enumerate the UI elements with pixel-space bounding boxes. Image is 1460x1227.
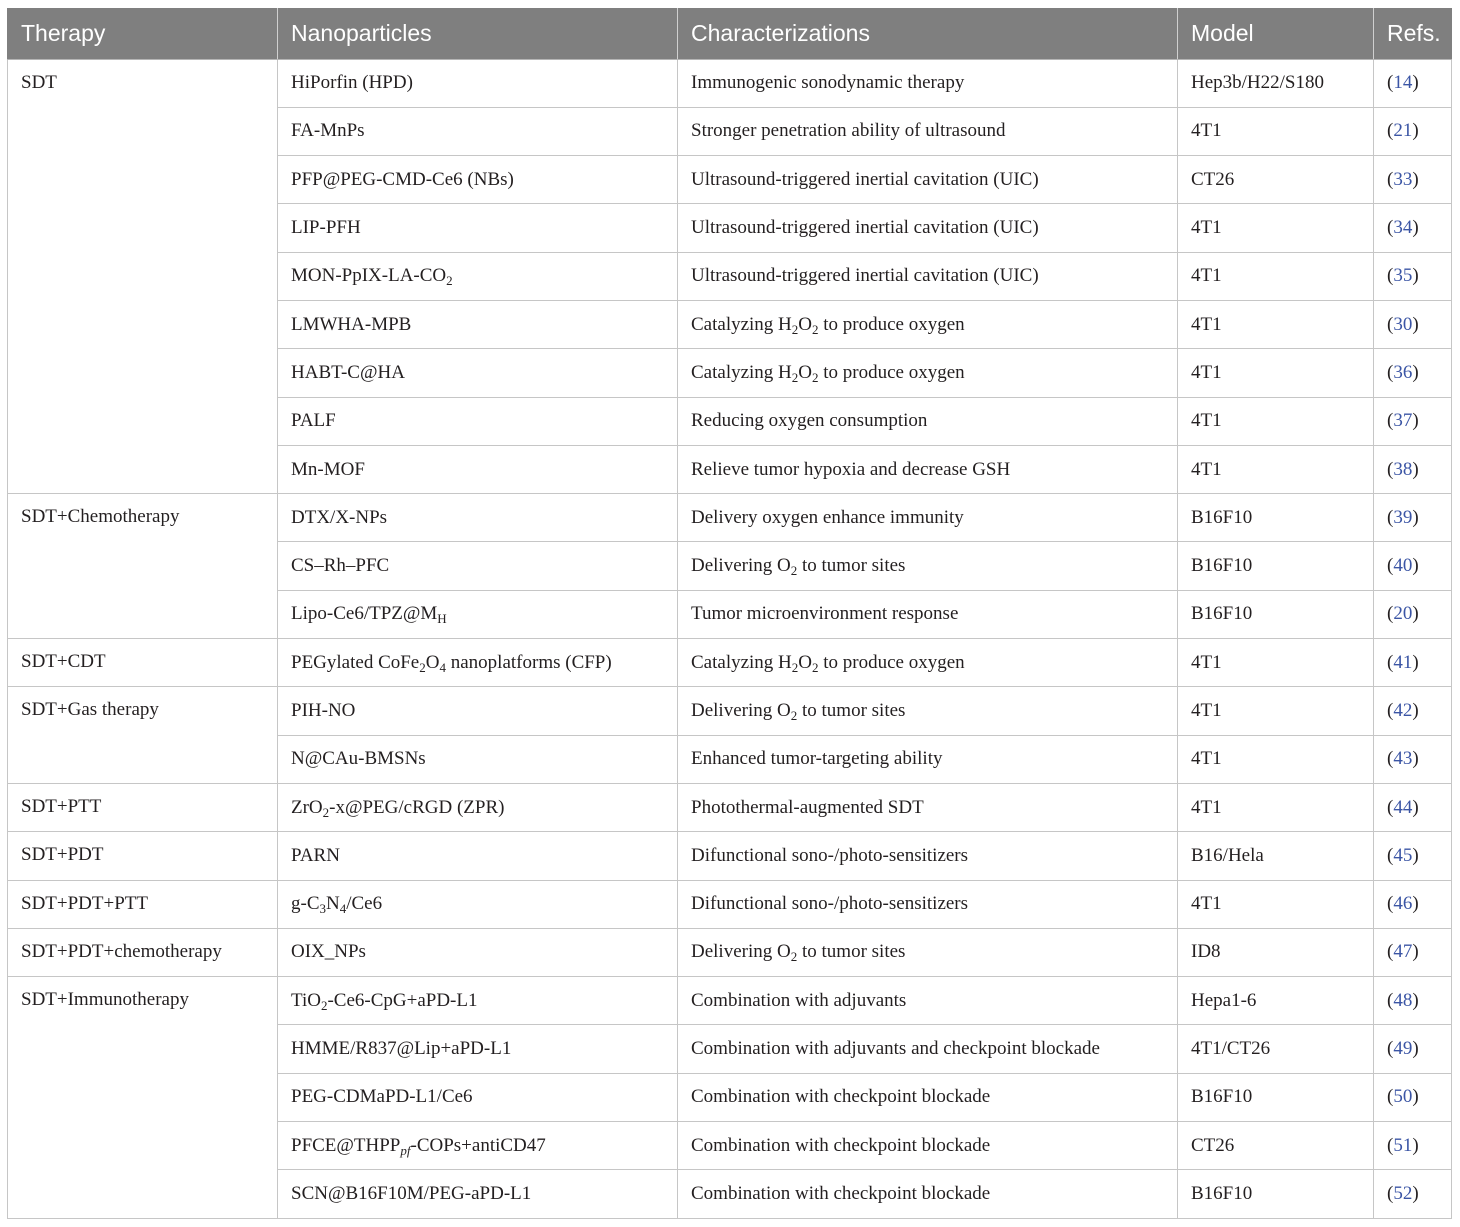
header-nanoparticles: Nanoparticles bbox=[278, 8, 678, 59]
subscript-text: 4 bbox=[339, 901, 347, 917]
characterization-cell bbox=[678, 300, 1178, 348]
cell-text: N@CAu-BMSNs bbox=[291, 748, 426, 770]
characterization-cell bbox=[678, 1122, 1178, 1170]
model-cell: 4T1 bbox=[1178, 639, 1374, 687]
therapy-table bbox=[7, 8, 1452, 1219]
paren-open: ( bbox=[1387, 1038, 1394, 1060]
subscript-text: 2 bbox=[419, 659, 426, 675]
cell-text: Difunctional sono-/photo-sensitizers bbox=[691, 844, 969, 866]
ref-link[interactable]: 41 bbox=[1393, 651, 1413, 673]
ref-cell bbox=[1374, 735, 1452, 783]
table-row bbox=[8, 494, 1452, 542]
paren-open: ( bbox=[1387, 989, 1394, 1011]
ref-cell bbox=[1374, 832, 1452, 880]
ref-link[interactable]: 50 bbox=[1393, 1086, 1413, 1108]
therapy-cell: SDT+PDT+PTT bbox=[8, 880, 278, 928]
cell-text: Combination with adjuvants and checkpoint blockade bbox=[691, 1038, 1100, 1060]
cell-text: Lipo-Ce6/TPZ@M bbox=[291, 603, 438, 625]
cell-text: to produce oxygen bbox=[818, 313, 965, 335]
ref-link[interactable]: 47 bbox=[1393, 941, 1413, 963]
nanoparticle-cell bbox=[278, 397, 678, 445]
cell-text: Tumor microenvironment response bbox=[691, 603, 959, 625]
ref-cell bbox=[1374, 107, 1452, 155]
subscript-text: 2 bbox=[812, 369, 819, 385]
cell-text: -COPs+antiCD47 bbox=[410, 1134, 546, 1156]
ref-link[interactable]: 14 bbox=[1393, 72, 1413, 94]
paren-open: ( bbox=[1387, 361, 1394, 383]
header-refs: Refs. bbox=[1374, 8, 1452, 59]
paren-open: ( bbox=[1387, 941, 1394, 963]
cell-text: HiPorfin (HPD) bbox=[291, 72, 413, 94]
characterization-cell bbox=[678, 783, 1178, 831]
cell-text: O bbox=[798, 651, 813, 673]
nanoparticle-cell bbox=[278, 204, 678, 252]
subscript-text: 2 bbox=[812, 659, 819, 675]
subscript-text: 2 bbox=[790, 563, 798, 579]
subscript-text: 2 bbox=[791, 659, 799, 675]
cell-text: DTX/X-NPs bbox=[291, 506, 388, 528]
therapy-cell: SDT+PDT bbox=[8, 832, 278, 880]
therapy-cell: SDT+PTT bbox=[8, 783, 278, 831]
paren-close: ) bbox=[1412, 1182, 1419, 1204]
cell-text: Immunogenic sonodynamic therapy bbox=[691, 72, 965, 94]
characterization-cell bbox=[678, 735, 1178, 783]
cell-text: Delivering O bbox=[691, 555, 791, 577]
header-characterizations: Characterizations bbox=[678, 8, 1178, 59]
model-cell: B16F10 bbox=[1178, 1073, 1374, 1121]
nanoparticle-cell bbox=[278, 783, 678, 831]
nanoparticle-cell bbox=[278, 639, 678, 687]
ref-cell bbox=[1374, 494, 1452, 542]
nanoparticle-cell bbox=[278, 1122, 678, 1170]
model-cell: 4T1 bbox=[1178, 252, 1374, 300]
therapy-cell: SDT+Gas therapy bbox=[8, 687, 278, 784]
cell-text: O bbox=[798, 361, 813, 383]
cell-text: Combination with checkpoint blockade bbox=[691, 1134, 991, 1156]
paren-close: ) bbox=[1412, 72, 1419, 94]
cell-text: CS–Rh–PFC bbox=[291, 555, 390, 577]
subscript-text: 2 bbox=[791, 321, 799, 337]
paren-close: ) bbox=[1412, 989, 1419, 1011]
paren-close: ) bbox=[1412, 796, 1419, 818]
paren-close: ) bbox=[1412, 1086, 1419, 1108]
ref-cell bbox=[1374, 880, 1452, 928]
cell-text: Ultrasound-triggered inertial cavitation (UIC) bbox=[691, 217, 1039, 239]
paren-open: ( bbox=[1387, 120, 1394, 142]
ref-link[interactable]: 36 bbox=[1393, 361, 1413, 383]
cell-text: ZrO bbox=[291, 796, 323, 818]
ref-link[interactable]: 40 bbox=[1393, 555, 1413, 577]
characterization-cell bbox=[678, 494, 1178, 542]
paren-close: ) bbox=[1412, 217, 1419, 239]
ref-link[interactable]: 45 bbox=[1393, 844, 1413, 866]
paren-open: ( bbox=[1387, 700, 1394, 721]
paren-close: ) bbox=[1412, 1134, 1419, 1156]
cell-text: to produce oxygen bbox=[818, 361, 965, 383]
table-row bbox=[8, 687, 1452, 735]
model-cell: 4T1 bbox=[1178, 300, 1374, 348]
nanoparticle-cell bbox=[278, 349, 678, 397]
characterization-cell bbox=[678, 349, 1178, 397]
header-row bbox=[8, 8, 1452, 59]
characterization-cell bbox=[678, 687, 1178, 735]
cell-text: -x@PEG/cRGD (ZPR) bbox=[329, 796, 505, 818]
cell-text: OIX_NPs bbox=[291, 941, 366, 963]
nanoparticle-cell bbox=[278, 977, 678, 1025]
paren-open: ( bbox=[1387, 555, 1394, 577]
nanoparticle-cell bbox=[278, 832, 678, 880]
cell-text: HMME/R837@Lip+aPD-L1 bbox=[291, 1038, 512, 1060]
nanoparticle-cell bbox=[278, 687, 678, 735]
cell-text: O bbox=[425, 651, 440, 673]
ref-cell bbox=[1374, 687, 1452, 735]
paren-open: ( bbox=[1387, 458, 1394, 480]
header-therapy: Therapy bbox=[8, 8, 278, 59]
cell-text: HABT-C@HA bbox=[291, 361, 405, 383]
table-body bbox=[8, 59, 1452, 1218]
cell-text: FA-MnPs bbox=[291, 120, 365, 142]
ref-link[interactable]: 30 bbox=[1393, 313, 1413, 335]
model-cell: B16F10 bbox=[1178, 590, 1374, 638]
cell-text: /Ce6 bbox=[346, 893, 383, 915]
model-cell: B16F10 bbox=[1178, 494, 1374, 542]
ref-cell bbox=[1374, 639, 1452, 687]
table-row bbox=[8, 783, 1452, 831]
ref-cell bbox=[1374, 397, 1452, 445]
ref-link[interactable]: 43 bbox=[1393, 748, 1413, 770]
ref-cell bbox=[1374, 977, 1452, 1025]
characterization-cell bbox=[678, 1170, 1178, 1218]
paren-close: ) bbox=[1412, 410, 1419, 432]
table-row bbox=[8, 977, 1452, 1025]
paren-open: ( bbox=[1387, 506, 1394, 528]
ref-cell bbox=[1374, 590, 1452, 638]
paren-close: ) bbox=[1412, 941, 1419, 963]
paren-close: ) bbox=[1412, 1038, 1419, 1060]
paren-close: ) bbox=[1412, 893, 1419, 915]
subscript-text: 2 bbox=[790, 708, 798, 723]
ref-cell bbox=[1374, 1025, 1452, 1073]
model-cell: B16F10 bbox=[1178, 1170, 1374, 1218]
characterization-cell bbox=[678, 445, 1178, 493]
subscript-text: 2 bbox=[320, 997, 328, 1013]
subscript-text: 3 bbox=[319, 901, 326, 917]
therapy-cell: SDT+Chemotherapy bbox=[8, 494, 278, 639]
nanoparticle-cell bbox=[278, 735, 678, 783]
paren-close: ) bbox=[1412, 700, 1419, 721]
cell-text: Combination with checkpoint blockade bbox=[691, 1182, 991, 1204]
table-row bbox=[8, 832, 1452, 880]
characterization-cell bbox=[678, 1073, 1178, 1121]
paren-open: ( bbox=[1387, 1134, 1394, 1156]
nanoparticle-cell bbox=[278, 445, 678, 493]
cell-text: Combination with adjuvants bbox=[691, 989, 907, 1011]
ref-link[interactable]: 20 bbox=[1393, 603, 1413, 625]
subscript-text: 2 bbox=[812, 321, 819, 337]
ref-link[interactable]: 38 bbox=[1393, 458, 1413, 480]
ref-link[interactable]: 46 bbox=[1393, 893, 1413, 915]
ref-link[interactable]: 48 bbox=[1393, 989, 1413, 1011]
nanoparticle-cell bbox=[278, 156, 678, 204]
model-cell: 4T1 bbox=[1178, 349, 1374, 397]
characterization-cell bbox=[678, 252, 1178, 300]
paren-close: ) bbox=[1412, 603, 1419, 625]
cell-text: PIH-NO bbox=[291, 700, 356, 721]
therapy-cell: SDT+PDT+chemotherapy bbox=[8, 928, 278, 976]
model-cell: ID8 bbox=[1178, 928, 1374, 976]
nanoparticle-cell bbox=[278, 880, 678, 928]
paren-open: ( bbox=[1387, 748, 1394, 770]
characterization-cell bbox=[678, 542, 1178, 590]
cell-text: Delivering O bbox=[691, 700, 791, 721]
model-cell: 4T1 bbox=[1178, 735, 1374, 783]
cell-text: Delivering O bbox=[691, 941, 791, 963]
paren-open: ( bbox=[1387, 796, 1394, 818]
cell-text: to tumor sites bbox=[797, 700, 906, 721]
cell-text: to tumor sites bbox=[797, 555, 906, 577]
therapy-cell: SDT+CDT bbox=[8, 639, 278, 687]
subscript-text: H bbox=[437, 611, 447, 627]
paren-open: ( bbox=[1387, 1086, 1394, 1108]
table-row bbox=[8, 59, 1452, 107]
paren-open: ( bbox=[1387, 168, 1394, 190]
characterization-cell bbox=[678, 204, 1178, 252]
model-cell: 4T1/CT26 bbox=[1178, 1025, 1374, 1073]
cell-text: Catalyzing H bbox=[691, 313, 792, 335]
model-cell: Hepa1-6 bbox=[1178, 977, 1374, 1025]
nanoparticle-cell bbox=[278, 1073, 678, 1121]
model-cell: 4T1 bbox=[1178, 204, 1374, 252]
paren-open: ( bbox=[1387, 893, 1394, 915]
cell-text: Difunctional sono-/photo-sensitizers bbox=[691, 893, 969, 915]
cell-text: MON-PpIX-LA-CO bbox=[291, 265, 447, 287]
paren-close: ) bbox=[1412, 458, 1419, 480]
nanoparticle-cell bbox=[278, 1170, 678, 1218]
paren-close: ) bbox=[1412, 748, 1419, 770]
paren-close: ) bbox=[1412, 313, 1419, 335]
model-cell: B16/Hela bbox=[1178, 832, 1374, 880]
paren-close: ) bbox=[1412, 361, 1419, 383]
table-row bbox=[8, 639, 1452, 687]
nanoparticle-cell bbox=[278, 542, 678, 590]
subscript-text: pf bbox=[400, 1142, 411, 1158]
paren-close: ) bbox=[1412, 506, 1419, 528]
ref-link[interactable]: 52 bbox=[1393, 1182, 1413, 1204]
therapy-cell: SDT bbox=[8, 59, 278, 494]
nanoparticle-cell bbox=[278, 1025, 678, 1073]
paren-open: ( bbox=[1387, 844, 1394, 866]
nanoparticle-cell bbox=[278, 59, 678, 107]
ref-cell bbox=[1374, 783, 1452, 831]
cell-text: Catalyzing H bbox=[691, 361, 792, 383]
model-cell: 4T1 bbox=[1178, 783, 1374, 831]
characterization-cell bbox=[678, 156, 1178, 204]
cell-text: Ultrasound-triggered inertial cavitation (UIC) bbox=[691, 265, 1039, 287]
table-row bbox=[8, 880, 1452, 928]
model-cell: CT26 bbox=[1178, 1122, 1374, 1170]
model-cell: 4T1 bbox=[1178, 687, 1374, 735]
cell-text: Ultrasound-triggered inertial cavitation (UIC) bbox=[691, 168, 1039, 190]
subscript-text: 2 bbox=[790, 949, 798, 965]
ref-link[interactable]: 49 bbox=[1393, 1038, 1413, 1060]
ref-cell bbox=[1374, 204, 1452, 252]
characterization-cell bbox=[678, 832, 1178, 880]
nanoparticle-cell bbox=[278, 494, 678, 542]
cell-text: TiO bbox=[291, 989, 321, 1011]
therapy-cell: SDT+Immunotherapy bbox=[8, 977, 278, 1218]
cell-text: SCN@B16F10M/PEG-aPD-L1 bbox=[291, 1182, 532, 1204]
cell-text: N bbox=[326, 893, 340, 915]
cell-text: PEG-CDMaPD-L1/Ce6 bbox=[291, 1086, 473, 1108]
cell-text: Catalyzing H bbox=[691, 651, 792, 673]
paren-open: ( bbox=[1387, 603, 1394, 625]
paren-open: ( bbox=[1387, 313, 1394, 335]
model-cell: CT26 bbox=[1178, 156, 1374, 204]
paren-close: ) bbox=[1412, 651, 1419, 673]
paren-close: ) bbox=[1412, 120, 1419, 142]
ref-cell bbox=[1374, 59, 1452, 107]
cell-text: -Ce6-CpG+aPD-L1 bbox=[327, 989, 478, 1011]
subscript-text: 2 bbox=[791, 369, 799, 385]
model-cell: Hep3b/H22/S180 bbox=[1178, 59, 1374, 107]
subscript-text: 2 bbox=[446, 273, 453, 289]
ref-link[interactable]: 44 bbox=[1393, 796, 1413, 818]
cell-text: PALF bbox=[291, 410, 336, 432]
cell-text: to tumor sites bbox=[797, 941, 906, 963]
subscript-text: 4 bbox=[439, 659, 446, 675]
cell-text: PEGylated CoFe bbox=[291, 651, 420, 673]
characterization-cell bbox=[678, 639, 1178, 687]
ref-link[interactable]: 42 bbox=[1393, 700, 1413, 721]
ref-link[interactable]: 33 bbox=[1393, 168, 1413, 190]
paren-open: ( bbox=[1387, 217, 1394, 239]
cell-text: Mn-MOF bbox=[291, 458, 365, 480]
nanoparticle-cell bbox=[278, 928, 678, 976]
ref-link[interactable]: 51 bbox=[1393, 1134, 1413, 1156]
characterization-cell bbox=[678, 590, 1178, 638]
characterization-cell bbox=[678, 977, 1178, 1025]
cell-text: g-C bbox=[291, 893, 320, 915]
characterization-cell bbox=[678, 397, 1178, 445]
ref-link[interactable]: 35 bbox=[1393, 265, 1413, 287]
paren-open: ( bbox=[1387, 410, 1394, 432]
cell-text: PARN bbox=[291, 844, 340, 866]
nanoparticle-cell bbox=[278, 252, 678, 300]
ref-cell bbox=[1374, 349, 1452, 397]
ref-link[interactable]: 21 bbox=[1393, 120, 1413, 142]
paren-open: ( bbox=[1387, 651, 1394, 673]
nanoparticle-cell bbox=[278, 300, 678, 348]
cell-text: LIP-PFH bbox=[291, 217, 361, 239]
cell-text: Combination with checkpoint blockade bbox=[691, 1086, 991, 1108]
characterization-cell bbox=[678, 880, 1178, 928]
paren-close: ) bbox=[1412, 844, 1419, 866]
cell-text: to produce oxygen bbox=[818, 651, 965, 673]
cell-text: O bbox=[798, 313, 813, 335]
cell-text: PFCE@THPP bbox=[291, 1134, 401, 1156]
model-cell: 4T1 bbox=[1178, 397, 1374, 445]
characterization-cell bbox=[678, 1025, 1178, 1073]
ref-link[interactable]: 37 bbox=[1393, 410, 1413, 432]
model-cell: B16F10 bbox=[1178, 542, 1374, 590]
ref-cell bbox=[1374, 928, 1452, 976]
nanoparticle-cell bbox=[278, 590, 678, 638]
cell-text: LMWHA-MPB bbox=[291, 313, 412, 335]
nanoparticle-cell bbox=[278, 107, 678, 155]
ref-cell bbox=[1374, 1122, 1452, 1170]
ref-link[interactable]: 34 bbox=[1393, 217, 1413, 239]
ref-link[interactable]: 39 bbox=[1393, 506, 1413, 528]
paren-close: ) bbox=[1412, 555, 1419, 577]
characterization-cell bbox=[678, 928, 1178, 976]
paren-close: ) bbox=[1412, 168, 1419, 190]
ref-cell bbox=[1374, 252, 1452, 300]
ref-cell bbox=[1374, 300, 1452, 348]
ref-cell bbox=[1374, 1073, 1452, 1121]
paren-open: ( bbox=[1387, 1182, 1394, 1204]
characterization-cell bbox=[678, 107, 1178, 155]
paren-open: ( bbox=[1387, 265, 1394, 287]
characterization-cell bbox=[678, 59, 1178, 107]
ref-cell bbox=[1374, 542, 1452, 590]
paren-open: ( bbox=[1387, 72, 1394, 94]
ref-cell bbox=[1374, 1170, 1452, 1218]
subscript-text: 2 bbox=[322, 804, 330, 820]
cell-text: Photothermal-augmented SDT bbox=[691, 796, 924, 818]
ref-cell bbox=[1374, 156, 1452, 204]
cell-text: Relieve tumor hypoxia and decrease GSH bbox=[691, 458, 1011, 480]
cell-text: PFP@PEG-CMD-Ce6 (NBs) bbox=[291, 168, 514, 190]
cell-text: Stronger penetration ability of ultrasound bbox=[691, 120, 1006, 142]
header-model: Model bbox=[1178, 8, 1374, 59]
cell-text: Reducing oxygen consumption bbox=[691, 410, 928, 432]
paren-close: ) bbox=[1412, 265, 1419, 287]
model-cell: 4T1 bbox=[1178, 445, 1374, 493]
cell-text: nanoplatforms (CFP) bbox=[445, 651, 612, 673]
ref-cell bbox=[1374, 445, 1452, 493]
model-cell: 4T1 bbox=[1178, 880, 1374, 928]
cell-text: Enhanced tumor-targeting ability bbox=[691, 748, 943, 770]
model-cell: 4T1 bbox=[1178, 107, 1374, 155]
cell-text: Delivery oxygen enhance immunity bbox=[691, 506, 964, 528]
table-row bbox=[8, 928, 1452, 976]
